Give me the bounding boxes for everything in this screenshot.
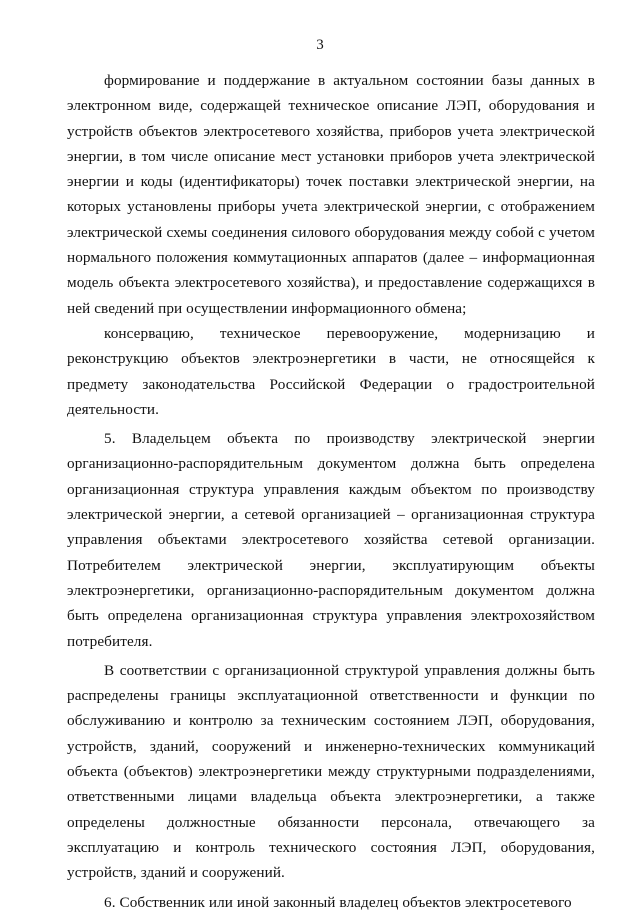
page-number: 3 <box>316 37 324 53</box>
paragraph-database-maintenance: формирование и поддержание в актуальном состоянии базы данных в электронном виде, содержащей техническое описание ЛЭП, оборудования и устройств объектов электросетевого хозяйства, приборов учета электрической энергии, в том числе описание мест установки приборов учета электрической энергии и коды (идентификаторы) точек поставки электрической энергии, на которых установлены приборы учета электрической энергии, с отображением электрической схемы соединения силового оборудования между собой с учетом нормального положения коммутационных аппаратов (далее – информационная модель объекта электросетевого хозяйства), и предоставление содержащихся в ней сведений при осуществлении информационного обмена; <box>67 72 595 317</box>
paragraph-responsibility-distribution: В соответствии с организационной структурой управления должны быть распределены границы эксплуатационной ответственности и функции по обслуживанию и контролю за техническим состоянием ЛЭП, оборудования, устройств, зданий, сооружений и инженерно-технических коммуникаций объекта (объектов) электроэнергетики между структурными подразделениями, ответственными лицами владельца объекта электроэнергетики, а также определены должностные обязанности персонала, отвечающего за эксплуатацию и контроль технического состояния ЛЭП, оборудования, устройств, зданий и сооружений. <box>67 661 595 882</box>
paragraph-section-5: 5. Владельцем объекта по производству электрической энергии организационно-распорядительным документом должна быть определена организационная структура управления каждым объектом по производству электрической энергии, а сетевой организацией – организационная структура управления объектами электросетевого хозяйства сетевой организации. Потребителем электрической энергии, эксплуатирующим объекты электроэнергетики, организационно-распорядительным документом должна быть определена организационная структура управления электрохозяйством потребителя. <box>67 430 595 650</box>
paragraph-section-6: 6. Собственник или иной законный владелец объектов электросетевого <box>104 893 572 911</box>
paragraph-conservation: консервацию, техническое перевооружение, модернизацию и реконструкцию объектов электроэнергетики в части, не относящейся к предмету законодательства Российской Федерации о градостроительной деятельности. <box>67 324 595 418</box>
document-body <box>67 68 595 915</box>
